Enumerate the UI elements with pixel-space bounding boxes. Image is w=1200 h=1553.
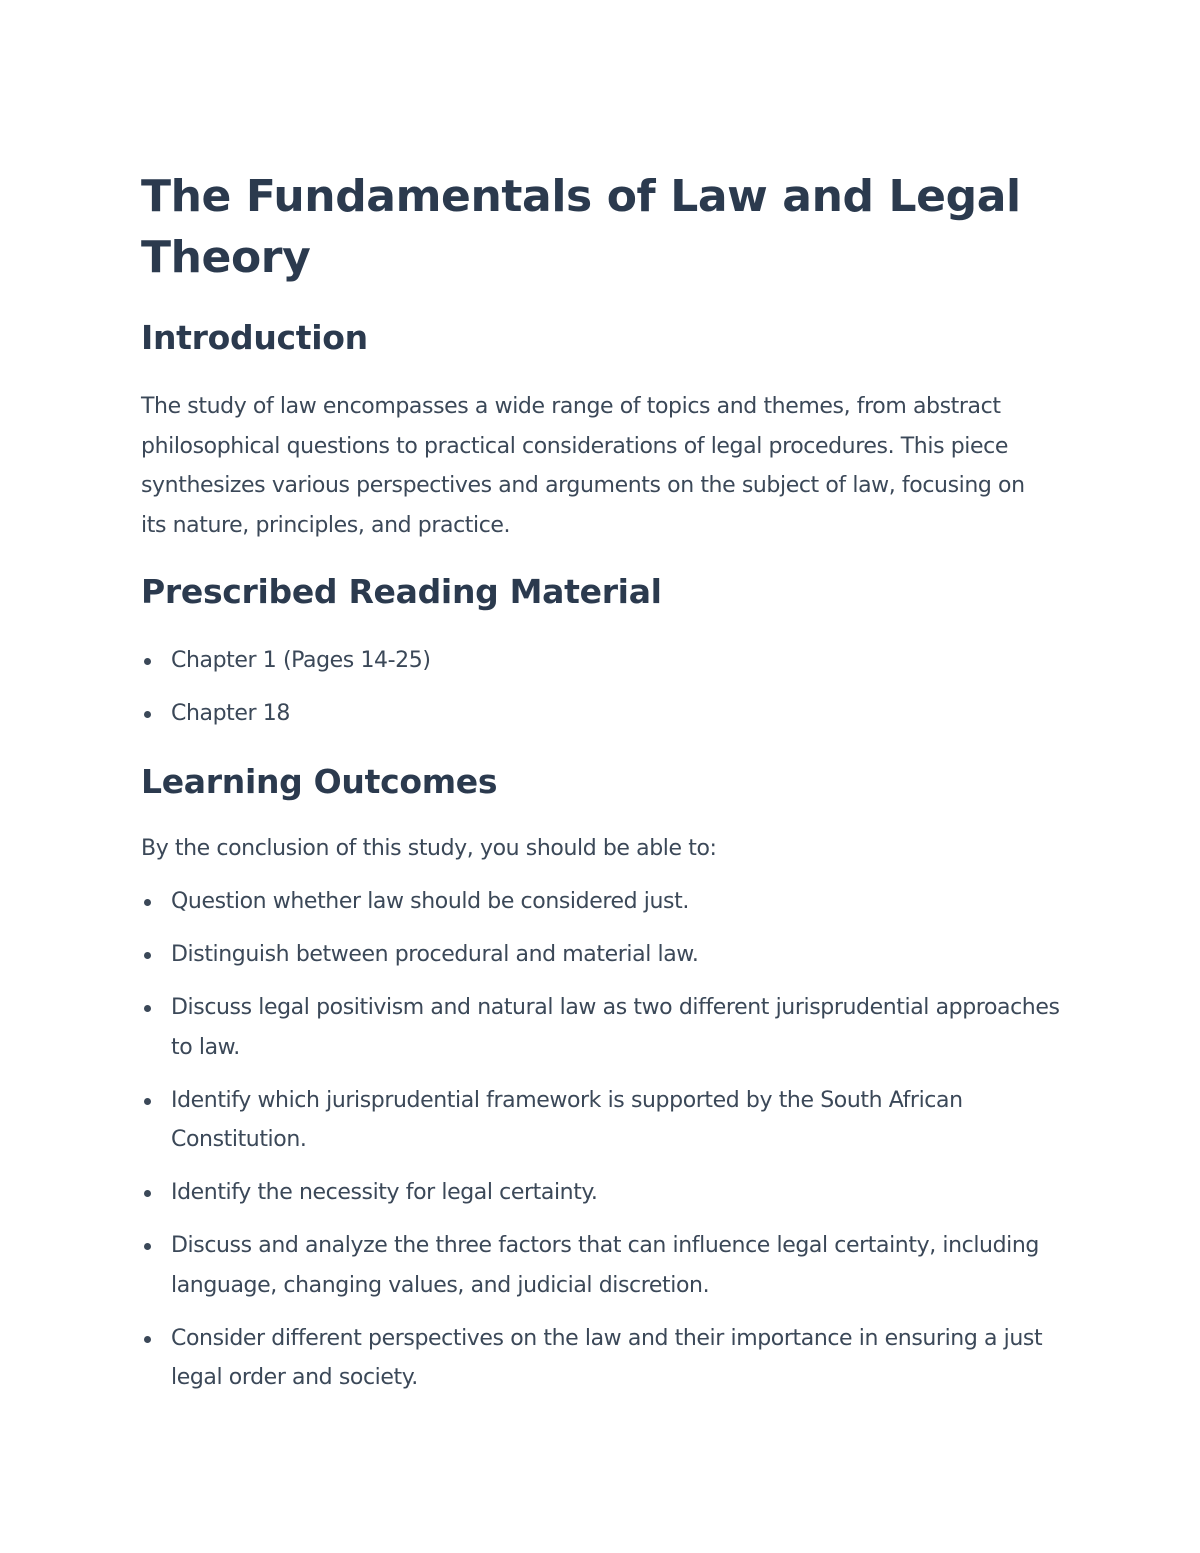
bullet-icon bbox=[144, 1336, 151, 1343]
outcomes-intro: By the conclusion of this study, you should be able to: bbox=[141, 836, 717, 861]
reading-heading: Prescribed Reading Material bbox=[141, 572, 662, 611]
bullet-icon bbox=[144, 1005, 151, 1012]
outcomes-heading: Learning Outcomes bbox=[141, 762, 498, 801]
introduction-paragraph: The study of law encompasses a wide range of topics and themes, from abstract philosophical questions to practical considerations of legal procedures. This piece synthesizes various perspectives and arguments on the subject of law, focusing on its nature, principles, and practice. bbox=[141, 394, 1025, 538]
list-item bbox=[141, 935, 1061, 975]
introduction-heading: Introduction bbox=[141, 318, 368, 357]
list-item-text: Distinguish between procedural and material law. bbox=[171, 942, 699, 967]
bullet-icon bbox=[144, 1098, 151, 1105]
list-item-text: Chapter 18 bbox=[171, 700, 290, 726]
bullet-icon bbox=[144, 1190, 151, 1197]
list-item bbox=[141, 1081, 1061, 1160]
outcomes-list bbox=[141, 882, 1061, 1411]
list-item bbox=[141, 882, 1061, 922]
bullet-icon bbox=[144, 1243, 151, 1250]
list-item-text: Identify the necessity for legal certainty. bbox=[171, 1180, 598, 1205]
list-item-text: Identify which jurisprudential framework is supported by the South African Constitution. bbox=[171, 1087, 963, 1152]
list-item bbox=[141, 1226, 1061, 1305]
list-item bbox=[141, 641, 1061, 681]
bullet-icon bbox=[144, 952, 151, 959]
list-item-text: Consider different perspectives on the law and their importance in ensuring a just legal order and society. bbox=[171, 1325, 1043, 1390]
list-item-text: Discuss legal positivism and natural law as two different jurisprudential approaches to law. bbox=[171, 995, 1060, 1060]
reading-list bbox=[141, 641, 1061, 746]
list-item bbox=[141, 988, 1061, 1067]
list-item bbox=[141, 694, 1061, 734]
list-item bbox=[141, 1173, 1061, 1213]
list-item bbox=[141, 1319, 1061, 1398]
bullet-icon bbox=[144, 658, 151, 665]
list-item-text: Chapter 1 (Pages 14-25) bbox=[171, 648, 431, 673]
list-item-text: Discuss and analyze the three factors that can influence legal certainty, including language, changing values, and judicial discretion. bbox=[171, 1233, 1039, 1298]
document-title: The Fundamentals of Law and Legal Theory bbox=[141, 171, 1021, 283]
list-item-text: Question whether law should be considered just. bbox=[171, 889, 689, 914]
bullet-icon bbox=[144, 899, 151, 906]
bullet-icon bbox=[144, 711, 151, 718]
